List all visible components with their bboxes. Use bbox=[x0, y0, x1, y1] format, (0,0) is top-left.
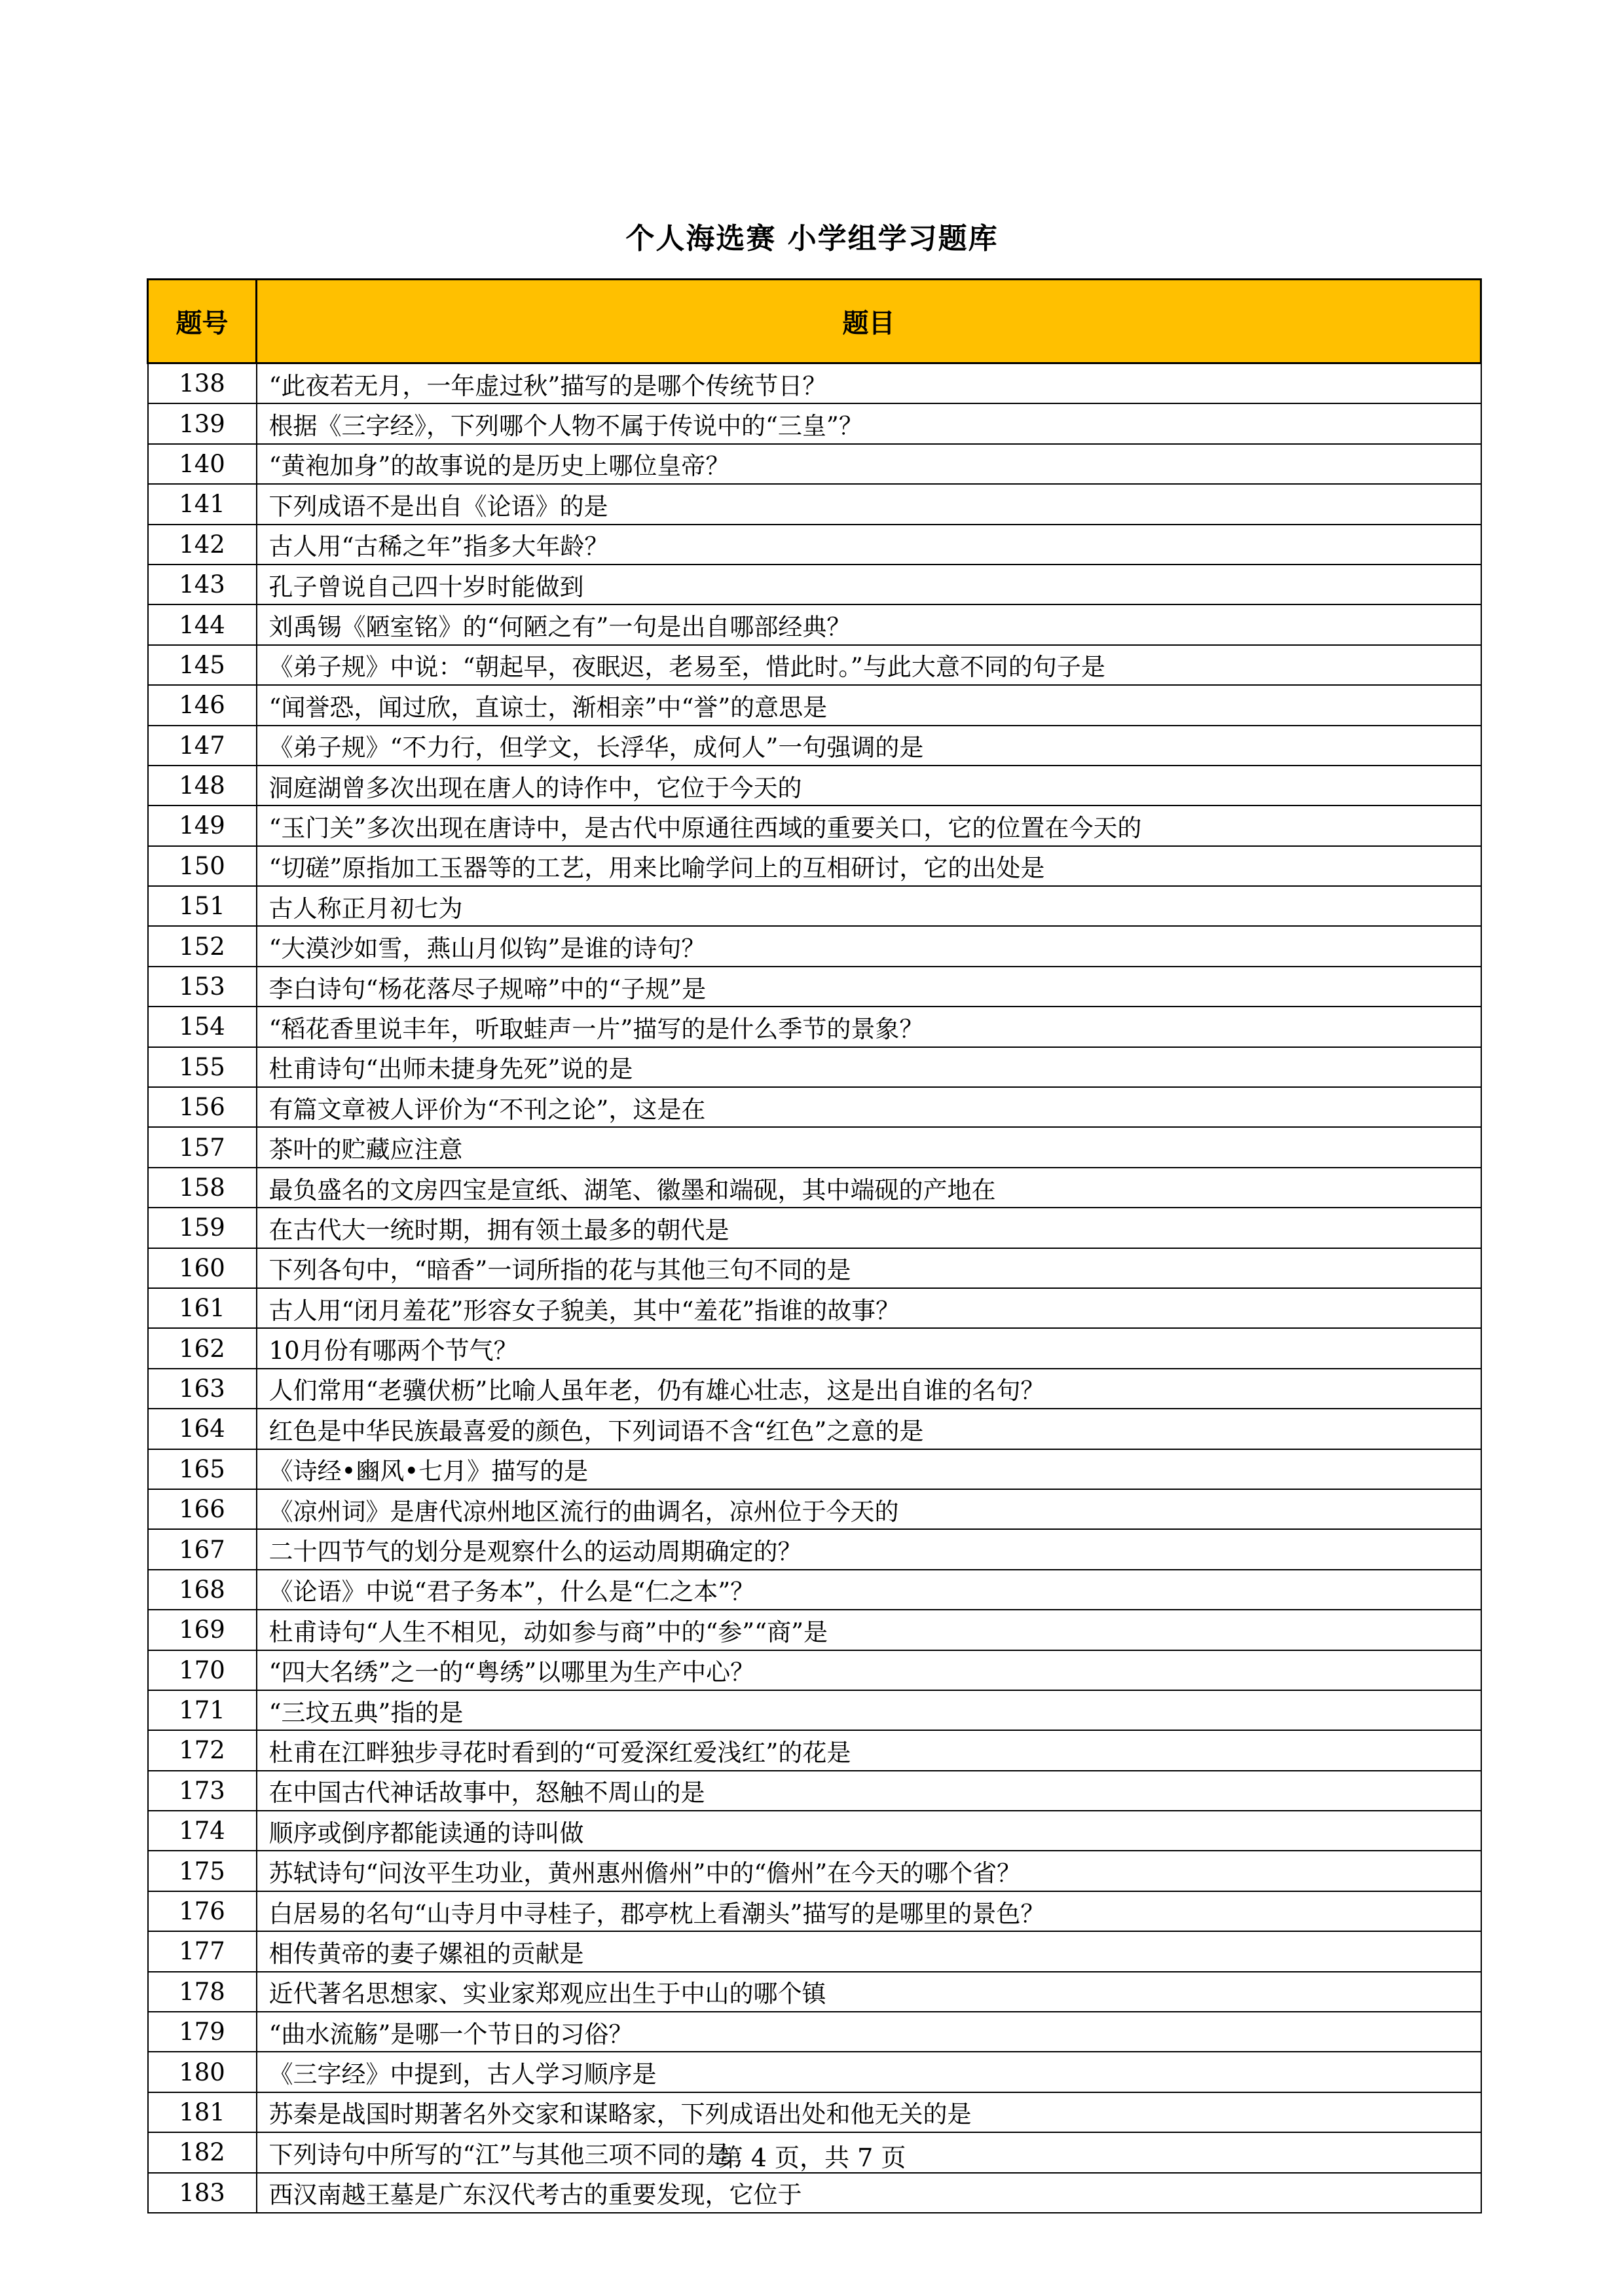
table-row bbox=[148, 363, 1481, 404]
table-row bbox=[148, 846, 1481, 886]
question-text: “曲水流觞”是哪一个节日的习俗？ bbox=[257, 2012, 1481, 2052]
table-row bbox=[148, 926, 1481, 966]
table-row bbox=[148, 565, 1481, 604]
table-row bbox=[148, 484, 1481, 524]
question-table bbox=[147, 278, 1482, 2213]
question-number: 180 bbox=[148, 2052, 257, 2092]
table-row bbox=[148, 1851, 1481, 1891]
table-row bbox=[148, 1690, 1481, 1730]
table-row bbox=[148, 1047, 1481, 1087]
question-text: 根据《三字经》，下列哪个人物不属于传说中的“三皇”？ bbox=[257, 403, 1481, 443]
question-number: 141 bbox=[148, 484, 257, 524]
table-row bbox=[148, 1529, 1481, 1569]
question-number: 164 bbox=[148, 1409, 257, 1449]
question-text: “三坟五典”指的是 bbox=[257, 1690, 1481, 1730]
table-row bbox=[148, 1972, 1481, 2012]
question-number: 166 bbox=[148, 1489, 257, 1529]
question-number: 142 bbox=[148, 525, 257, 565]
question-text: 苏秦是战国时期著名外交家和谋略家，下列成语出处和他无关的是 bbox=[257, 2092, 1481, 2132]
table-body bbox=[148, 363, 1481, 2213]
question-number: 183 bbox=[148, 2173, 257, 2213]
question-text: 下列诗句中所写的“江”与其他三项不同的是 bbox=[257, 2132, 1481, 2172]
table-row bbox=[148, 2012, 1481, 2052]
question-number: 173 bbox=[148, 1771, 257, 1811]
table-row bbox=[148, 1208, 1481, 1248]
header-number: 题号 bbox=[148, 280, 257, 363]
question-text: 古人用“古稀之年”指多大年龄？ bbox=[257, 525, 1481, 565]
question-text: 洞庭湖曾多次出现在唐人的诗作中，它位于今天的 bbox=[257, 766, 1481, 805]
question-number: 172 bbox=[148, 1730, 257, 1770]
table-row bbox=[148, 1369, 1481, 1409]
question-text: 在中国古代神话故事中，怒触不周山的是 bbox=[257, 1771, 1481, 1811]
question-number: 153 bbox=[148, 967, 257, 1007]
table-row bbox=[148, 726, 1481, 766]
question-number: 143 bbox=[148, 565, 257, 604]
question-number: 179 bbox=[148, 2012, 257, 2052]
table-row bbox=[148, 766, 1481, 805]
question-text: 红色是中华民族最喜爱的颜色，下列词语不含“红色”之意的是 bbox=[257, 1409, 1481, 1449]
table-row bbox=[148, 805, 1481, 845]
table-row bbox=[148, 1489, 1481, 1529]
question-text: 孔子曾说自己四十岁时能做到 bbox=[257, 565, 1481, 604]
table-row bbox=[148, 1127, 1481, 1167]
question-number: 160 bbox=[148, 1248, 257, 1288]
question-text: 顺序或倒序都能读通的诗叫做 bbox=[257, 1811, 1481, 1851]
question-text: 杜甫诗句“出师未捷身先死”说的是 bbox=[257, 1047, 1481, 1087]
question-text: 杜甫在江畔独步寻花时看到的“可爱深红爱浅红”的花是 bbox=[257, 1730, 1481, 1770]
question-number: 146 bbox=[148, 685, 257, 725]
question-text: “稻花香里说丰年，听取蛙声一片”描写的是什么季节的景象？ bbox=[257, 1007, 1481, 1046]
question-text: 下列各句中，“暗香”一词所指的花与其他三句不同的是 bbox=[257, 1248, 1481, 1288]
question-text: 古人用“闭月羞花”形容女子貌美，其中“羞花”指谁的故事？ bbox=[257, 1288, 1481, 1328]
question-text: 二十四节气的划分是观察什么的运动周期确定的？ bbox=[257, 1529, 1481, 1569]
question-number: 163 bbox=[148, 1369, 257, 1409]
table-row bbox=[148, 645, 1481, 685]
table-row bbox=[148, 403, 1481, 443]
question-text: 西汉南越王墓是广东汉代考古的重要发现，它位于 bbox=[257, 2173, 1481, 2213]
table-row bbox=[148, 1891, 1481, 1931]
question-number: 162 bbox=[148, 1328, 257, 1368]
question-number: 176 bbox=[148, 1891, 257, 1931]
table-row bbox=[148, 604, 1481, 644]
table-row bbox=[148, 1650, 1481, 1690]
question-number: 177 bbox=[148, 1931, 257, 1971]
question-number: 147 bbox=[148, 726, 257, 766]
question-text: 下列成语不是出自《论语》的是 bbox=[257, 484, 1481, 524]
table-row bbox=[148, 1931, 1481, 1971]
question-number: 145 bbox=[148, 645, 257, 685]
question-text: 《诗经•豳风•七月》描写的是 bbox=[257, 1449, 1481, 1489]
question-text: 最负盛名的文房四宝是宣纸、湖笔、徽墨和端砚，其中端砚的产地在 bbox=[257, 1168, 1481, 1208]
question-number: 152 bbox=[148, 926, 257, 966]
table-row bbox=[148, 1168, 1481, 1208]
question-text: 在古代大一统时期，拥有领土最多的朝代是 bbox=[257, 1208, 1481, 1248]
question-text: 近代著名思想家、实业家郑观应出生于中山的哪个镇 bbox=[257, 1972, 1481, 2012]
question-text: “大漠沙如雪，燕山月似钩”是谁的诗句？ bbox=[257, 926, 1481, 966]
table-row bbox=[148, 525, 1481, 565]
question-number: 150 bbox=[148, 846, 257, 886]
question-text: 刘禹锡《陋室铭》的“何陋之有”一句是出自哪部经典？ bbox=[257, 604, 1481, 644]
table-row bbox=[148, 1730, 1481, 1770]
page-footer: 第 4 页，共 7 页 bbox=[718, 2143, 906, 2172]
question-text: 《论语》中说“君子务本”，什么是“仁之本”？ bbox=[257, 1570, 1481, 1610]
question-text: “黄袍加身”的故事说的是历史上哪位皇帝？ bbox=[257, 444, 1481, 484]
question-number: 167 bbox=[148, 1529, 257, 1569]
question-number: 181 bbox=[148, 2092, 257, 2132]
table-row bbox=[148, 1409, 1481, 1449]
table-row bbox=[148, 1007, 1481, 1046]
page-title: 个人海选赛 小学组学习题库 bbox=[625, 222, 999, 255]
table-row bbox=[148, 967, 1481, 1007]
table-header-row bbox=[148, 280, 1481, 363]
question-number: 157 bbox=[148, 1127, 257, 1167]
question-number: 182 bbox=[148, 2132, 257, 2172]
question-text: “玉门关”多次出现在唐诗中，是古代中原通往西域的重要关口，它的位置在今天的 bbox=[257, 805, 1481, 845]
question-number: 175 bbox=[148, 1851, 257, 1891]
question-text: 有篇文章被人评价为“不刊之论”，这是在 bbox=[257, 1087, 1481, 1127]
table-row bbox=[148, 2173, 1481, 2213]
question-text: “切磋”原指加工玉器等的工艺，用来比喻学问上的互相研讨，它的出处是 bbox=[257, 846, 1481, 886]
question-text: 相传黄帝的妻子嫘祖的贡献是 bbox=[257, 1931, 1481, 1971]
question-number: 154 bbox=[148, 1007, 257, 1046]
table-row bbox=[148, 2052, 1481, 2092]
question-number: 155 bbox=[148, 1047, 257, 1087]
question-number: 171 bbox=[148, 1690, 257, 1730]
question-text: 茶叶的贮藏应注意 bbox=[257, 1127, 1481, 1167]
question-text: 《弟子规》“不力行，但学文，长浮华，成何人”一句强调的是 bbox=[257, 726, 1481, 766]
question-number: 170 bbox=[148, 1650, 257, 1690]
question-number: 151 bbox=[148, 886, 257, 926]
question-text: 白居易的名句“山寺月中寻桂子，郡亭枕上看潮头”描写的是哪里的景色？ bbox=[257, 1891, 1481, 1931]
table-row bbox=[148, 1771, 1481, 1811]
question-text: “闻誉恐，闻过欣，直谅士，渐相亲”中“誉”的意思是 bbox=[257, 685, 1481, 725]
question-text: 古人称正月初七为 bbox=[257, 886, 1481, 926]
table-row bbox=[148, 1570, 1481, 1610]
question-number: 148 bbox=[148, 766, 257, 805]
table-row bbox=[148, 2092, 1481, 2132]
question-number: 165 bbox=[148, 1449, 257, 1489]
question-number: 178 bbox=[148, 1972, 257, 2012]
table-row bbox=[148, 1248, 1481, 1288]
table-row bbox=[148, 1610, 1481, 1650]
question-number: 168 bbox=[148, 1570, 257, 1610]
question-number: 169 bbox=[148, 1610, 257, 1650]
question-text: 李白诗句“杨花落尽子规啼”中的“子规”是 bbox=[257, 967, 1481, 1007]
question-number: 174 bbox=[148, 1811, 257, 1851]
question-number: 138 bbox=[148, 363, 257, 404]
question-text: 《凉州词》是唐代凉州地区流行的曲调名，凉州位于今天的 bbox=[257, 1489, 1481, 1529]
question-number: 156 bbox=[148, 1087, 257, 1127]
table-row bbox=[148, 1288, 1481, 1328]
question-number: 159 bbox=[148, 1208, 257, 1248]
question-text: 苏轼诗句“问汝平生功业，黄州惠州儋州”中的“儋州”在今天的哪个省？ bbox=[257, 1851, 1481, 1891]
question-number: 139 bbox=[148, 403, 257, 443]
question-number: 144 bbox=[148, 604, 257, 644]
table-row bbox=[148, 1328, 1481, 1368]
question-text: 《弟子规》中说：“朝起早，夜眠迟，老易至，惜此时。”与此大意不同的句子是 bbox=[257, 645, 1481, 685]
question-number: 161 bbox=[148, 1288, 257, 1328]
question-number: 158 bbox=[148, 1168, 257, 1208]
question-text: 《三字经》中提到，古人学习顺序是 bbox=[257, 2052, 1481, 2092]
question-text: 杜甫诗句“人生不相见，动如参与商”中的“参”“商”是 bbox=[257, 1610, 1481, 1650]
table-row bbox=[148, 685, 1481, 725]
header-question: 题目 bbox=[257, 280, 1481, 363]
table-row bbox=[148, 1087, 1481, 1127]
question-text: “此夜若无月，一年虚过秋”描写的是哪个传统节日？ bbox=[257, 363, 1481, 404]
question-text: 10月份有哪两个节气？ bbox=[257, 1328, 1481, 1368]
question-number: 140 bbox=[148, 444, 257, 484]
table-row bbox=[148, 1811, 1481, 1851]
table-row bbox=[148, 1449, 1481, 1489]
table-row bbox=[148, 886, 1481, 926]
question-text: “四大名绣”之一的“粤绣”以哪里为生产中心？ bbox=[257, 1650, 1481, 1690]
question-number: 149 bbox=[148, 805, 257, 845]
table-row bbox=[148, 444, 1481, 484]
question-text: 人们常用“老骥伏枥”比喻人虽年老，仍有雄心壮志，这是出自谁的名句？ bbox=[257, 1369, 1481, 1409]
